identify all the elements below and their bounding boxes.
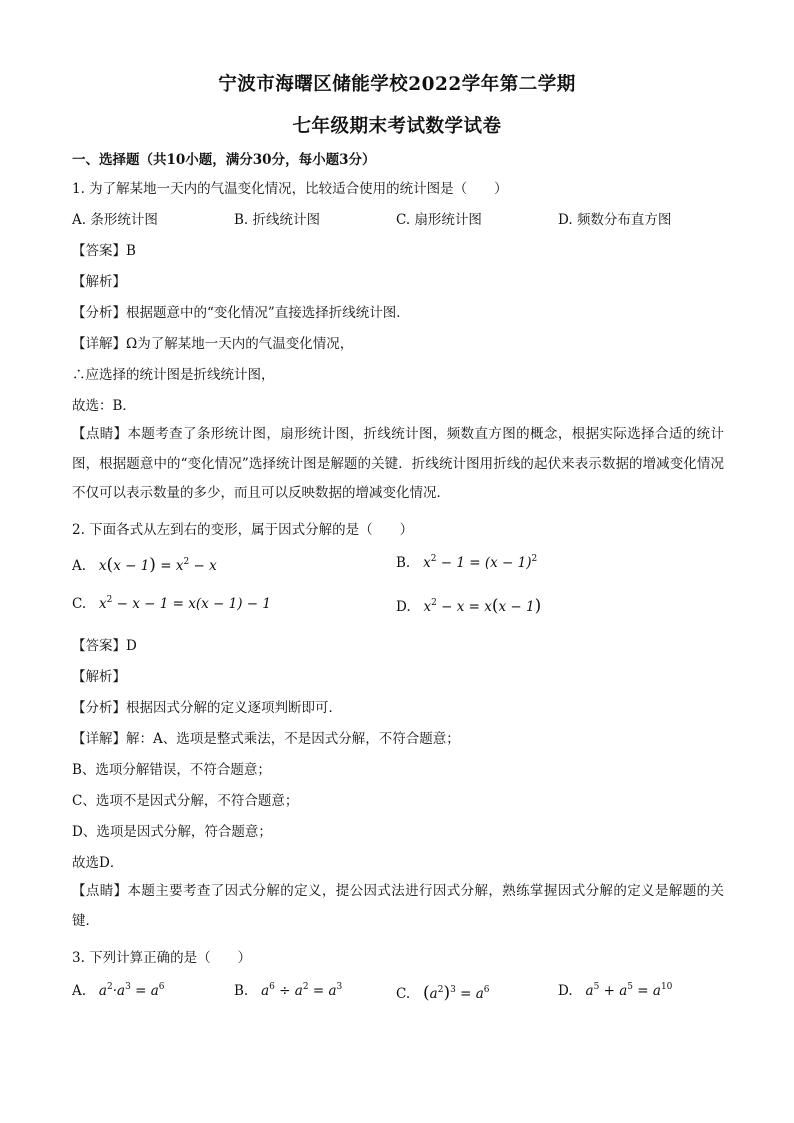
option-text: 频数分布直方图 (576, 212, 672, 228)
q3-option-b (234, 983, 342, 999)
q2-b-line: B、选项分解错误，不符合题意； (72, 762, 271, 778)
q2-xiangjie: 【详解】解：A、选项是整式乘法，不是因式分解，不符合题意； (72, 731, 460, 747)
q2-option-c (72, 596, 271, 612)
question-3-stem: 3. 下列计算正确的是（ ） (72, 950, 252, 966)
q2-choose: 故选D． (72, 855, 124, 871)
q2-dianjing: 【点睛】本题主要考查了因式分解的定义，提公因式法进行因式分解，熟练掌握因式分解的定义是解题的关键． (72, 883, 724, 929)
option-letter: C. (72, 596, 87, 612)
formula-b: $x^2 - 1 = (x - 1)^2$ (423, 554, 538, 571)
option-text: 条形统计图 (90, 212, 158, 228)
formula-c: $x^2 - x - 1 = x(x - 1) - 1$ (99, 595, 271, 612)
option-letter: C. (396, 986, 411, 1002)
q2-answer: 【答案】D (72, 638, 137, 654)
q1-option-b (234, 208, 320, 228)
option-letter: B. (234, 983, 249, 999)
q1-conclusion: ∴应选择的统计图是折线统计图， (72, 367, 275, 383)
formula-q3-b: $a^6 \div a^2 = a^3$ (261, 982, 343, 999)
q1-answer: 【答案】B (72, 243, 136, 259)
option-letter: A. (72, 983, 87, 999)
formula-d: $x^2 - x = x(x - 1)$ (423, 596, 542, 616)
option-letter: C. (396, 212, 411, 228)
option-letter: D. (558, 212, 573, 228)
q3-option-c (396, 983, 490, 1003)
q1-dianjing: 【点睛】本题考查了条形统计图，扇形统计图，折线统计图，频数直方图的概念，根据实际选择合适的统计图，根据题意中的“变化情况”选择统计图是解题的关键．折线统计图用折线的起伏来表示数据的增减变化情况不仅可以表示数量的多少，而且可以反映数据的增减变化情况． (72, 426, 724, 501)
q3-option-d (558, 983, 672, 999)
question-2-stem: 2. 下面各式从左到右的变形，属于因式分解的是（ ） (72, 522, 414, 538)
q3-option-a (72, 983, 164, 999)
option-letter: D. (396, 599, 411, 615)
option-letter: B. (234, 212, 249, 228)
q1-option-d (558, 208, 671, 228)
option-text: 折线统计图 (252, 212, 321, 228)
q1-fenxi: 【分析】根据题意中的“变化情况”直接选择折线统计图． (72, 305, 410, 321)
section-heading: 一、选择题（共10小题，满分30分，每小题3分） (72, 152, 376, 168)
formula-q3-a: $a^2\cdot a^3 = a^6$ (98, 982, 165, 999)
formula-q3-d: $a^5 + a^5 = a^{10}$ (585, 982, 673, 999)
q1-option-c (396, 208, 482, 228)
q1-xiangjie: 【详解】Ω为了解某地一天内的气温变化情况， (72, 336, 354, 352)
q1-analysis-label: 【解析】 (72, 274, 126, 290)
option-letter: A. (72, 212, 87, 228)
q1-choose: 故选：B． (72, 398, 136, 414)
question-1-stem: 1. 为了解某地一天内的气温变化情况，比较适合使用的统计图是（ ） (72, 181, 508, 197)
document-title: 宁波市海曙区储能学校2022学年第二学期 (218, 74, 576, 95)
q2-fenxi: 【分析】根据因式分解的定义逐项判断即可． (72, 700, 342, 716)
q2-option-b (396, 555, 537, 571)
option-letter: B. (396, 555, 411, 571)
q2-option-d (396, 596, 541, 616)
q2-d-line: D、选项是因式分解，符合题意； (72, 824, 272, 840)
q2-option-a (72, 555, 217, 575)
q1-option-a (72, 208, 158, 228)
option-letter: A. (72, 558, 87, 574)
formula-a: $x(x - 1) = x^2 - x$ (98, 555, 217, 575)
option-letter: D. (558, 983, 573, 999)
document-subtitle: 七年级期末考试数学试卷 (292, 116, 502, 137)
q2-c-line: C、选项不是因式分解，不符合题意； (72, 793, 299, 809)
formula-q3-c: $(a^2)^3 = a^6$ (423, 983, 490, 1003)
q2-analysis-label: 【解析】 (72, 669, 126, 685)
option-text: 扇形统计图 (414, 212, 482, 228)
